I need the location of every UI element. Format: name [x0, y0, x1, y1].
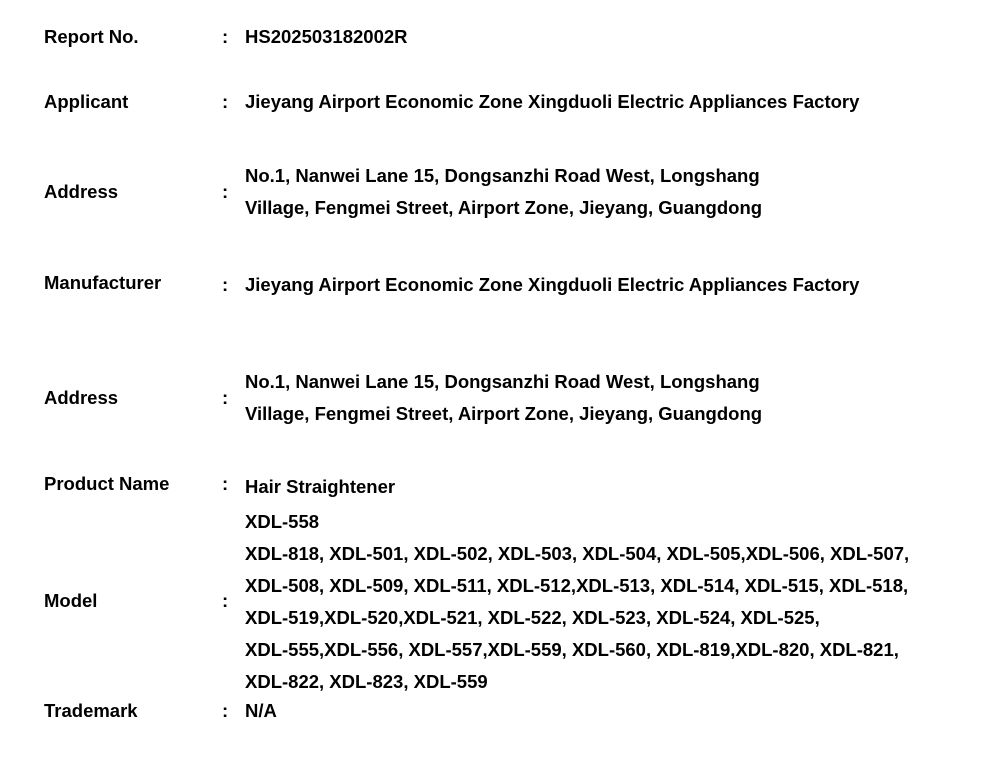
product-name-colon: :: [222, 473, 229, 494]
manufacturer-colon: :: [222, 274, 229, 295]
applicant-value: Jieyang Airport Economic Zone Xingduoli Electric Appliances Factory: [245, 91, 860, 112]
model-line-2: XDL-818, XDL-501, XDL-502, XDL-503, XDL-504, XDL-505,XDL-506, XDL-507,: [245, 543, 910, 564]
model-colon: :: [222, 590, 229, 611]
applicant-colon: :: [222, 91, 229, 112]
trademark-colon: :: [222, 700, 229, 721]
manufacturer-address-value: [245, 366, 762, 430]
applicant-address-value: [245, 160, 762, 224]
applicant-address-line-2: Village, Fengmei Street, Airport Zone, Jieyang, Guangdong: [245, 197, 763, 218]
trademark-value: N/A: [245, 700, 277, 721]
trademark-label: Trademark: [44, 700, 138, 721]
manufacturer-address-label: Address: [44, 387, 119, 408]
product-name-label: Product Name: [44, 473, 170, 494]
manufacturer-address-line-1: No.1, Nanwei Lane 15, Dongsanzhi Road West, Longshang: [245, 371, 760, 392]
model-line-1: XDL-558: [245, 511, 320, 532]
applicant-address-colon: :: [222, 181, 229, 202]
model-label: Model: [44, 590, 98, 611]
model-line-6: XDL-822, XDL-823, XDL-559: [245, 671, 488, 692]
product-name-value: Hair Straightener: [245, 476, 396, 497]
report-no-value: HS202503182002R: [245, 26, 408, 47]
manufacturer-address-line-2: Village, Fengmei Street, Airport Zone, Jieyang, Guangdong: [245, 403, 763, 424]
manufacturer-address-colon: :: [222, 387, 229, 408]
applicant-address-line-1: No.1, Nanwei Lane 15, Dongsanzhi Road West, Longshang: [245, 165, 760, 186]
manufacturer-value: Jieyang Airport Economic Zone Xingduoli Electric Appliances Factory: [245, 274, 860, 295]
model-line-4: XDL-519,XDL-520,XDL-521, XDL-522, XDL-523, XDL-524, XDL-525,: [245, 607, 820, 628]
model-value: [245, 506, 909, 698]
applicant-address-label: Address: [44, 181, 119, 202]
report-no-colon: :: [222, 26, 229, 47]
manufacturer-label: Manufacturer: [44, 272, 162, 293]
applicant-label: Applicant: [44, 91, 129, 112]
model-line-3: XDL-508, XDL-509, XDL-511, XDL-512,XDL-513, XDL-514, XDL-515, XDL-518,: [245, 575, 909, 596]
model-line-5: XDL-555,XDL-556, XDL-557,XDL-559, XDL-560, XDL-819,XDL-820, XDL-821,: [245, 639, 899, 660]
report-no-label: Report No.: [44, 26, 139, 47]
